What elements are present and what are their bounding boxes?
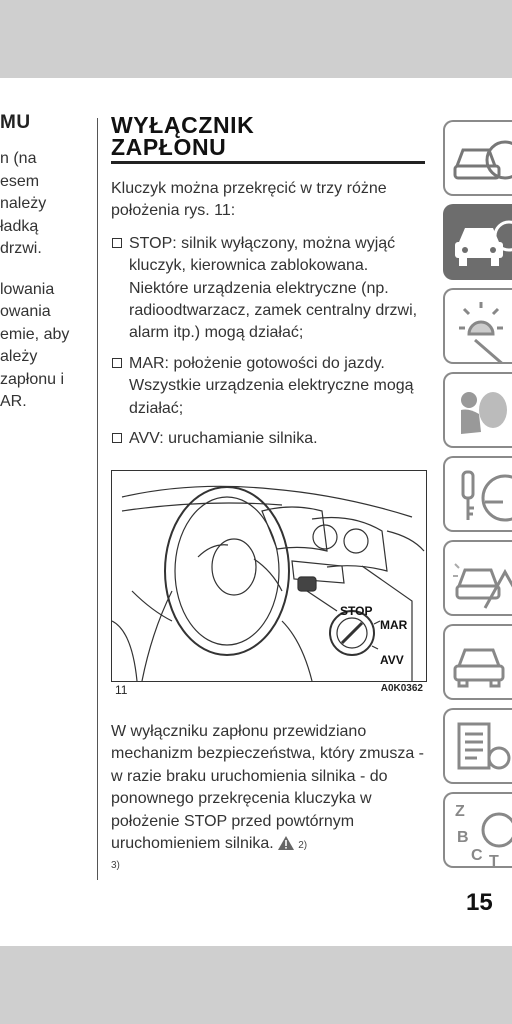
- prev-line: esem: [0, 172, 40, 190]
- safety-paragraph: [111, 721, 425, 857]
- bullet-mar: [111, 353, 425, 420]
- page-number: 15: [466, 889, 493, 916]
- previous-heading-fragment: MU: [0, 112, 31, 133]
- dashboard-light-icon: [445, 290, 512, 364]
- svg-text:B: B: [457, 829, 469, 846]
- label-stop: STOP: [340, 604, 373, 618]
- tab-starting-driving[interactable]: [443, 456, 512, 532]
- prev-line: owania: [0, 303, 51, 320]
- safety-text: W wyłączniku zapłonu przewidziano mechanizm bezpieczeństwa, który zmusza - w razie braku uruchomienia silnika - do ponownego przekręcenia kluczyka w położenie STOP przed powtórnym uruchomieniem silnika.: [111, 723, 424, 853]
- tab-emergency[interactable]: [443, 540, 512, 616]
- bullet-text: STOP: silnik wyłączony, można wyjąć kluczyk, kierownica zablokowana. Niektóre urządzenia elektryczne (np. radioodtwarzacz, zamek centralny drzwi, alarm itp.) mogą działać;: [129, 234, 418, 342]
- prev-line: należy: [0, 195, 47, 212]
- reference-3: 3): [111, 860, 120, 871]
- car-front-icon: [445, 206, 512, 280]
- column-divider: [97, 118, 98, 880]
- tab-safety[interactable]: [443, 372, 512, 448]
- prev-line: emie, aby: [0, 325, 70, 343]
- index-letters-icon: [445, 794, 512, 868]
- bullet-stop: [111, 233, 425, 345]
- bullet-text: MAR: położenie gotowości do jazdy. Wszystkie urządzenia elektryczne mogą działać;: [129, 354, 414, 417]
- warning-triangle-icon: [278, 835, 294, 857]
- tab-technical-data[interactable]: [443, 708, 512, 784]
- bottom-gray-band: [0, 946, 512, 1024]
- svg-text:C: C: [471, 847, 483, 864]
- tab-dashboard-controls[interactable]: [443, 120, 512, 196]
- prev-line: n (na: [0, 150, 37, 167]
- checkbox-bullet-icon: [112, 433, 122, 443]
- ignition-illustration: [112, 471, 426, 681]
- main-column: [111, 114, 425, 458]
- tab-warning-lights[interactable]: [443, 288, 512, 364]
- intro-paragraph: Kluczyk można przekręcić w trzy różne położenia rys. 11:: [111, 180, 387, 220]
- technical-data-icon: [445, 710, 512, 784]
- tab-getting-started[interactable]: [443, 204, 512, 280]
- prev-line: AR.: [0, 393, 27, 410]
- label-mar: MAR: [380, 618, 408, 632]
- figure-caption: [111, 683, 425, 699]
- prev-line: ładką: [0, 217, 39, 235]
- car-front-circle-icon: [445, 122, 512, 196]
- checkbox-bullet-icon: [112, 238, 122, 248]
- title-line-2: ZAPŁONU: [111, 134, 227, 160]
- svg-text:Z: Z: [455, 803, 465, 820]
- prev-line: drzwi.: [0, 240, 42, 257]
- prev-line: lowania: [0, 280, 55, 298]
- figure-code: A0K0362: [380, 683, 423, 694]
- figure-number: 11: [115, 683, 128, 697]
- title-line-1: WYŁĄCZNIK: [111, 112, 255, 138]
- checkbox-bullet-icon: [112, 358, 122, 368]
- tab-servicing[interactable]: [443, 624, 512, 700]
- prev-line: ależy: [0, 348, 38, 365]
- airbag-safety-icon: [445, 374, 512, 448]
- car-service-icon: [445, 626, 512, 700]
- bullet-text: AVV: uruchamianie silnika.: [129, 430, 318, 448]
- top-gray-band: [0, 0, 512, 78]
- tab-index[interactable]: [443, 792, 512, 868]
- bullet-avv: [111, 428, 425, 450]
- ignition-figure: [111, 470, 427, 682]
- section-title: [111, 114, 425, 158]
- label-avv: AVV: [380, 653, 404, 667]
- prev-line: zapłonu i: [0, 370, 65, 388]
- key-steering-icon: [445, 458, 512, 532]
- warning-triangle-icon: [445, 542, 512, 616]
- previous-column-fragment: [0, 112, 86, 414]
- svg-text:T: T: [489, 853, 499, 870]
- title-rule: [111, 161, 425, 164]
- chapter-tabs: [443, 120, 512, 876]
- warning-reference: 2): [298, 840, 308, 852]
